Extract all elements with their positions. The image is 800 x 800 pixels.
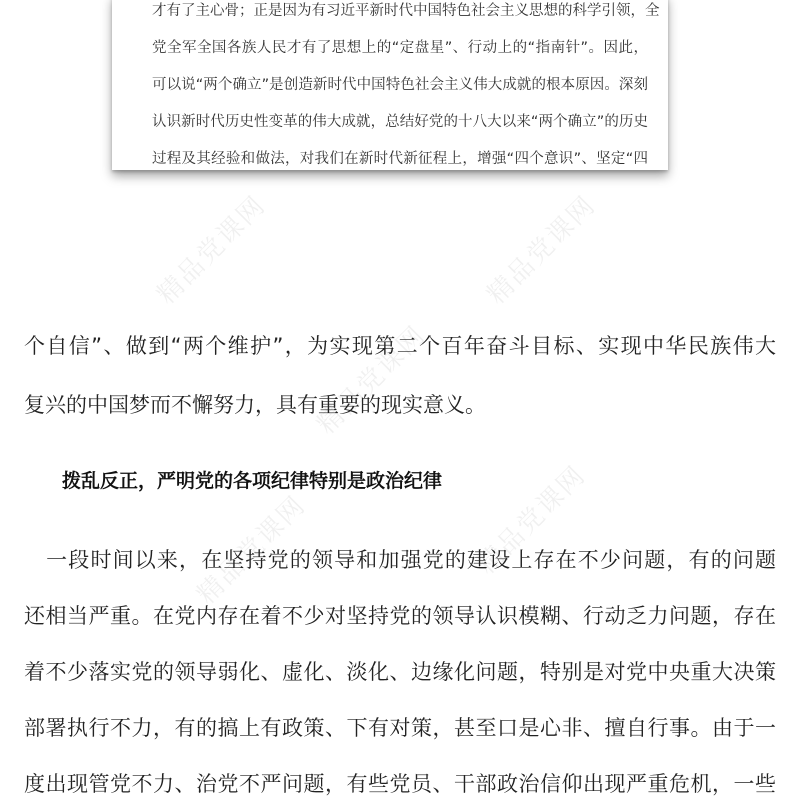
body-line: 一段时间以来，在坚持党的领导和加强党的建设上存在不少问题，有的问题 xyxy=(24,548,776,572)
quoted-text-card xyxy=(112,0,668,170)
card-line: 才有了主心骨；正是因为有习近平新时代中国特色社会主义思想的科学引领，全 xyxy=(152,3,660,19)
body-line: 度出现管党不力、治党不严问题，有些党员、干部政治信仰出现严重危机，一些 xyxy=(24,772,776,796)
body-line: 还相当严重。在党内存在着不少对坚持党的领导认识模糊、行动乏力问题，存在 xyxy=(24,604,776,628)
watermark: 精品党课网 xyxy=(151,190,272,311)
watermark: 精品党课网 xyxy=(471,460,592,581)
body-line: 着不少落实党的领导弱化、虚化、淡化、边缘化问题，特别是对党中央重大决策 xyxy=(24,660,776,684)
section-heading: 拨乱反正，严明党的各项纪律特别是政治纪律 xyxy=(62,470,443,492)
card-line: 可以说“两个确立”是创造新时代中国特色社会主义伟大成就的根本原因。深刻 xyxy=(152,77,648,93)
card-line: 认识新时代历史性变革的伟大成就，总结好党的十八大以来“两个确立”的历史 xyxy=(152,114,648,130)
body-line: 复兴的中国梦而不懈努力，具有重要的现实意义。 xyxy=(24,393,486,417)
card-line: 党全军全国各族人民才有了思想上的“定盘星”、行动上的“指南针”。因此， xyxy=(152,40,648,56)
watermark: 精品党课网 xyxy=(191,490,312,611)
card-line: 过程及其经验和做法，对我们在新时代新征程上，增强“四个意识”、坚定“四 xyxy=(152,151,648,167)
watermark: 精品党课网 xyxy=(481,190,602,311)
watermark: 精品党课网 xyxy=(311,320,432,441)
body-line: 部署执行不力，有的搞上有政策、下有对策，甚至口是心非、擅自行事。由于一 xyxy=(24,716,776,740)
body-line: 个自信”、做到“两个维护”，为实现第二个百年奋斗目标、实现中华民族伟大 xyxy=(24,334,776,358)
